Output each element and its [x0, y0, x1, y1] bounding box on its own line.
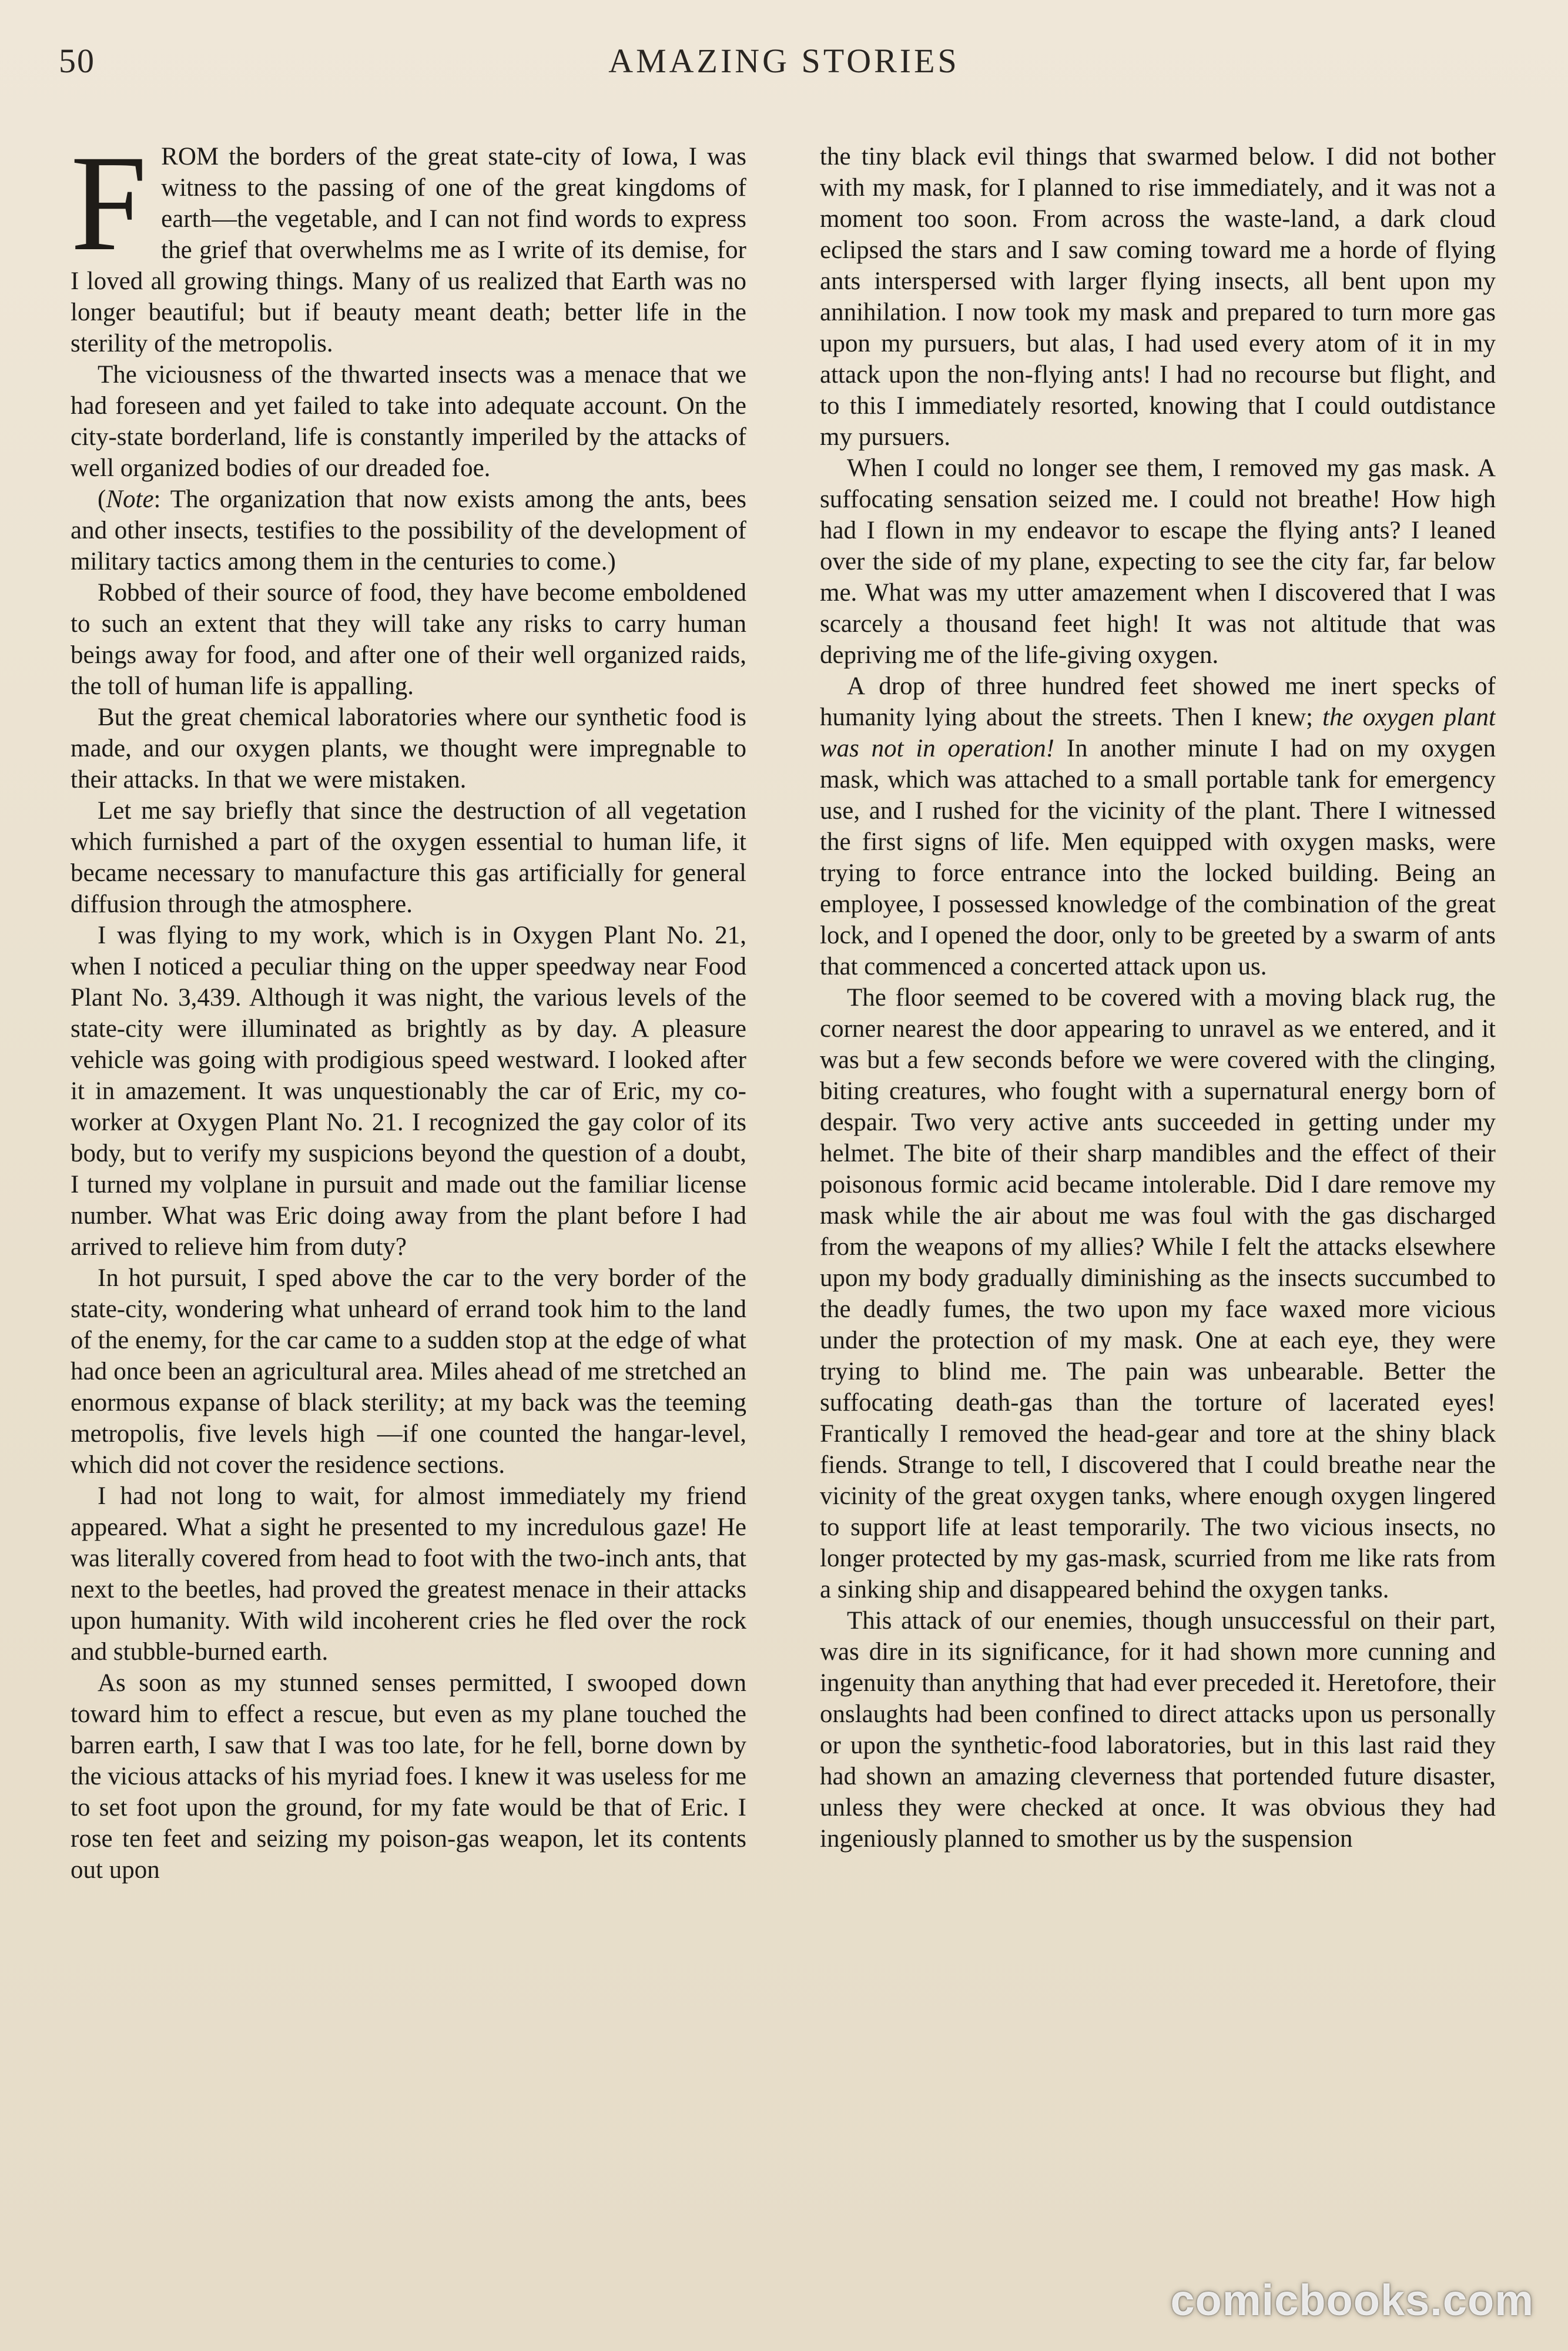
running-head: AMAZING STORIES — [608, 42, 960, 80]
paragraph-oxygen-manufacture: Let me say briefly that since the destruction of all vegetation which furnished a part of the oxygen essential to human life, it became necessary to manufacture this gas artificially for general diffusion through the atmosphere. — [71, 797, 746, 918]
paragraph-moving-rug: The floor seemed to be covered with a moving black rug, the corner nearest the door appearing to unravel as we entered, and it was but a few seconds before we were covered with the clinging, biting creatures, who fought with a supernatural energy born of despair. Two very active ants succeeded in getting under my helmet. The bite of their sharp mandibles and the effect of their poisonous formic acid became intolerable. Did I dare remove my mask while the air about me was foul with the gas discharged from the weapons of my allies? While I felt the attacks elsewhere upon my body gradually diminishing as the insects succumbed to the deadly fumes, the two upon my face waxed more vicious under the protection of my mask. One at each eye, they were trying to blind me. The pain was unbearable. Better the suffocating death-gas than the torture of lacerated eyes! Frantically I removed the head-gear and tore at the shiny black fiends. Strange to tell, I discovered that I could breathe near the vicinity of the great oxygen tanks, where enough oxygen lingered to support life at least temporarily. The two vicious insects, no longer protected by my gas-mask, scurried from me like rats from a sinking ship and disappeared behind the oxygen tanks. — [820, 984, 1496, 1603]
right-column — [820, 141, 1496, 2292]
drop-cap: F — [71, 141, 148, 279]
opening-paragraph-text: ROM the borders of the great state-city of Iowa, I was witness to the passing of one of the great kingdoms of earth—the vegetable, and I can not find words to express the grief that overwhelms me as I write of its demise, for I loved all growing things. Many of us realized that Earth was no longer beautiful; but if beauty meant death; better life in the sterility of the metropolis. — [71, 143, 746, 357]
paragraph-enemy-cunning: This attack of our enemies, though unsuccessful on their part, was dire in its significance, for it had shown more cunning and ingenuity than anything that had ever preceded it. Heretofore, their onslaughts had been confined to direct attacks upon us personally or upon the synthetic-food laboratories, but in this last raid they had shown an amazing cleverness that portended future disaster, unless they were checked at once. It was obvious they had ingeniously planned to smother us by the suspension — [820, 1607, 1496, 1853]
paragraph-gas-mask: When I could no longer see them, I removed my gas mask. A suffocating sensation seized me. I could not breathe! How high had I flown in my endeavor to escape the flying ants? I leaned over the side of my plane, expecting to see the city far, far below me. What was my utter amazement when I discovered that I was scarcely a thousand feet high! It was not altitude that was depriving me of the life-giving oxygen. — [820, 454, 1496, 669]
paragraph-hot-pursuit: In hot pursuit, I sped above the car to the very border of the state-city, wondering what unheard of errand took him to the land of the enemy, for the car came to a sudden stop at the edge of what had once been an agricultural area. Miles ahead of me stretched an enormous expanse of black sterility; at my back was the teeming metropolis, five levels high —if one counted the hangar-level, which did not cover the residence sections. — [71, 1264, 746, 1479]
paragraph-note — [71, 484, 746, 577]
paragraph-plant-not-operating — [820, 671, 1496, 982]
plant-emphasis: the oxygen plant was not in operation! — [820, 704, 1496, 762]
plant-paragraph-end: In another minute I had on my oxygen mask, which was attached to a small portable tank for emergency use, and I rushed for the vicinity of the plant. There I witnessed the first signs of life. Men equipped with oxygen masks, were trying to force entrance into the locked building. Being an employee, I possessed knowledge of the combination of the great lock, and I opened the door, only to be greeted by a swarm of ants that commenced a concerted attack upon us. — [820, 735, 1496, 980]
paragraph-friend-appeared: I had not long to wait, for almost immediately my friend appeared. What a sight he presented to my incredulous gaze! He was literally covered from head to foot with the two-inch ants, that next to the beetles, had proved the greatest menace in their attacks upon humanity. With wild incoherent cries he fled over the rock and stubble-burned earth. — [71, 1482, 746, 1666]
note-text: : The organization that now exists among the ants, bees and other insects, testifies to the possibility of the development of military tactics among them in the centuries to come.) — [71, 485, 746, 575]
page-header — [59, 41, 1509, 88]
paragraph-insects-menace: The viciousness of the thwarted insects was a menace that we had foreseen and yet failed to take into adequate account. On the city-state borderland, life is constantly imperiled by the attacks of well organized bodies of our dreaded foe. — [71, 361, 746, 482]
paragraph-rescue-attempt: As soon as my stunned senses permitted, I swooped down toward him to effect a rescue, but even as my plane touched the barren earth, I saw that I was too late, for he fell, borne down by the vicious attacks of his myriad foes. I knew it was useless for me to set foot upon the ground, for my fate would be that of Eric. I rose ten feet and seizing my poison-gas weapon, let its contents out upon — [71, 1669, 746, 1884]
plant-paragraph-start: A drop of three hundred feet showed me inert specks of humanity lying about the streets. Then I knew; — [820, 672, 1496, 731]
left-column — [71, 141, 746, 2292]
continued-paragraph: the tiny black evil things that swarmed below. I did not bother with my mask, for I planned to rise immediately, and it was not a moment too soon. From across the waste-land, a dark cloud eclipsed the stars and I saw coming toward me a horde of flying ants interspersed with larger flying insects, all bent upon my annihilation. I now took my mask and prepared to turn more gas upon my pursuers, but alas, I had used every atom of it in my attack upon the non-flying ants! I had no recourse but flight, and to this I immediately resorted, knowing that I could outdistance my pursuers. — [820, 143, 1496, 451]
note-open-paren: ( — [98, 485, 106, 513]
paragraph-flying-to-work: I was flying to my work, which is in Oxygen Plant No. 21, when I noticed a peculiar thing on the upper speedway near Food Plant No. 3,439. Although it was night, the various levels of the state-city were illuminated as brightly as by day. A pleasure vehicle was going with prodigious speed westward. I looked after it in amazement. It was unquestionably the car of Eric, my co-worker at Oxygen Plant No. 21. I recognized the gay color of its body, but to verify my suspicions beyond the question of a doubt, I turned my volplane in pursuit and made out the familiar license number. What was Eric doing away from the plant before I had arrived to relieve him from duty? — [71, 922, 746, 1261]
opening-paragraph — [71, 141, 746, 359]
paragraph-laboratories: But the great chemical laboratories where our synthetic food is made, and our oxygen plants, we thought were impregnable to their attacks. In that we were mistaken. — [71, 704, 746, 793]
page-number: 50 — [59, 42, 95, 80]
paragraph-food-source: Robbed of their source of food, they have become emboldened to such an extent that they will take any risks to carry human beings away for food, and after one of their well organized raids, the toll of human life is appalling. — [71, 579, 746, 700]
note-label: Note — [106, 485, 154, 513]
watermark: comicbooks.com — [1170, 2276, 1534, 2325]
